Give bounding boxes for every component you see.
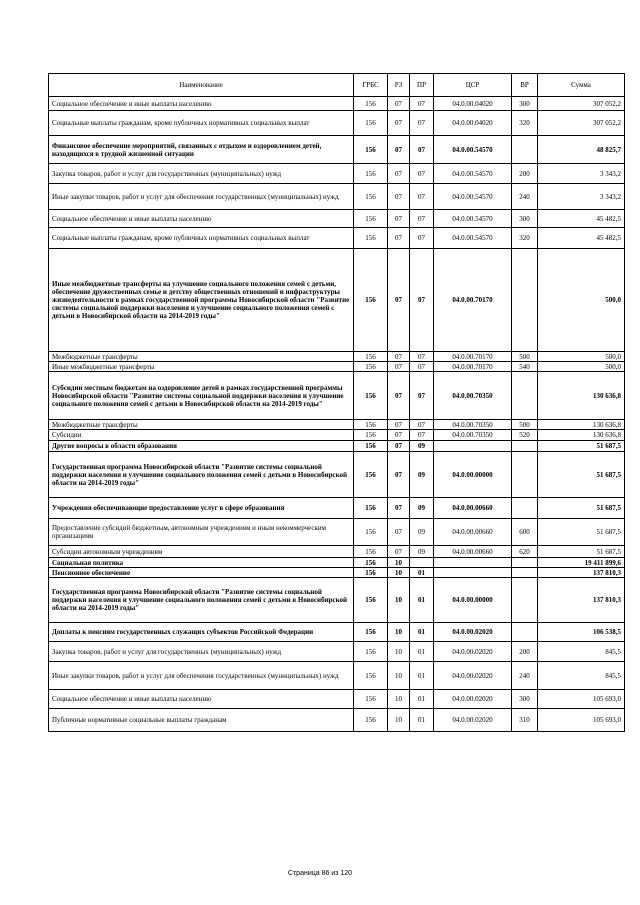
- cell-rz: 07: [388, 519, 410, 546]
- cell-pr: 07: [410, 430, 434, 441]
- cell-grbs: 156: [354, 372, 388, 420]
- cell-pr: 01: [410, 568, 434, 578]
- cell-vr: 300: [512, 690, 538, 709]
- cell-rz: 07: [388, 420, 410, 430]
- cell-grbs: 156: [354, 690, 388, 709]
- cell-grbs: 156: [354, 452, 388, 498]
- table-row: [49, 623, 625, 642]
- cell-csr: 04.0.00.70350: [434, 372, 512, 420]
- cell-vr: [512, 558, 538, 568]
- cell-vr: [512, 441, 538, 452]
- cell-sum: 51 687,5: [538, 441, 625, 452]
- cell-rz: 07: [388, 228, 410, 249]
- cell-name: Пенсионное обеспечение: [49, 568, 354, 578]
- cell-vr: 310: [512, 709, 538, 732]
- cell-sum: 48 825,7: [538, 136, 625, 164]
- cell-rz: 10: [388, 623, 410, 642]
- cell-vr: 320: [512, 111, 538, 136]
- cell-rz: 07: [388, 362, 410, 372]
- cell-pr: 07: [410, 184, 434, 210]
- cell-rz: 10: [388, 662, 410, 690]
- cell-name: Межбюджетные трансферты: [49, 352, 354, 362]
- cell-name: Субсидии автономным учреждениям: [49, 546, 354, 558]
- cell-pr: 07: [410, 352, 434, 362]
- cell-pr: 07: [410, 420, 434, 430]
- cell-name: Доплаты к пенсиям государственных служащих субъектов Российской Федерации: [49, 623, 354, 642]
- cell-pr: 09: [410, 519, 434, 546]
- cell-pr: 09: [410, 452, 434, 498]
- budget-table: [48, 73, 625, 732]
- cell-vr: 500: [512, 420, 538, 430]
- cell-pr: 07: [410, 136, 434, 164]
- cell-csr: 04.0.00.00000: [434, 452, 512, 498]
- cell-grbs: 156: [354, 249, 388, 352]
- cell-name: Социальные выплаты гражданам, кроме публичных нормативных социальных выплат: [49, 228, 354, 249]
- cell-rz: 07: [388, 441, 410, 452]
- table-row: [49, 164, 625, 184]
- cell-name: Публичные нормативные социальные выплаты гражданам: [49, 709, 354, 732]
- cell-name: Государственная программа Новосибирской области "Развитие системы социальной поддержки населения и улучшение социального положения семей с детьми в Новосибирской области на 2014-2019 годы": [49, 452, 354, 498]
- cell-sum: 130 636,8: [538, 430, 625, 441]
- cell-rz: 07: [388, 97, 410, 111]
- cell-rz: 10: [388, 690, 410, 709]
- table-row: [49, 372, 625, 420]
- cell-csr: 04.0.00.54570: [434, 228, 512, 249]
- table-row: [49, 420, 625, 430]
- cell-vr: 520: [512, 430, 538, 441]
- cell-vr: [512, 136, 538, 164]
- cell-csr: 04.0.00.02020: [434, 662, 512, 690]
- table-row: [49, 519, 625, 546]
- cell-vr: [512, 372, 538, 420]
- cell-pr: 01: [410, 578, 434, 623]
- cell-grbs: 156: [354, 352, 388, 362]
- cell-sum: 45 482,5: [538, 228, 625, 249]
- table-body: [49, 97, 625, 732]
- cell-pr: 01: [410, 709, 434, 732]
- cell-name: Другие вопросы в области образования: [49, 441, 354, 452]
- cell-csr: 04.0.00.02020: [434, 642, 512, 662]
- cell-pr: [410, 558, 434, 568]
- cell-name: Учреждения обеспечивающие предоставление услуг в сфере образования: [49, 498, 354, 519]
- cell-vr: [512, 568, 538, 578]
- cell-pr: 07: [410, 164, 434, 184]
- cell-rz: 07: [388, 372, 410, 420]
- cell-csr: 04.0.00.54570: [434, 136, 512, 164]
- header-sum: Сумма: [538, 74, 625, 97]
- cell-vr: [512, 498, 538, 519]
- header-name: Наименование: [49, 74, 354, 97]
- cell-csr: 04.0.00.00660: [434, 546, 512, 558]
- cell-sum: 137 810,3: [538, 568, 625, 578]
- cell-sum: 845,5: [538, 642, 625, 662]
- cell-csr: 04.0.00.70170: [434, 249, 512, 352]
- table-row: [49, 546, 625, 558]
- cell-rz: 07: [388, 210, 410, 228]
- cell-sum: 51 687,5: [538, 452, 625, 498]
- cell-sum: 500,0: [538, 352, 625, 362]
- table-row: [49, 362, 625, 372]
- cell-sum: 845,5: [538, 662, 625, 690]
- cell-sum: 51 687,5: [538, 519, 625, 546]
- cell-sum: 51 687,5: [538, 546, 625, 558]
- cell-csr: 04.0.00.00660: [434, 519, 512, 546]
- cell-vr: 620: [512, 546, 538, 558]
- cell-rz: 10: [388, 568, 410, 578]
- cell-pr: 07: [410, 97, 434, 111]
- header-pr: ПР: [410, 74, 434, 97]
- table-row: [49, 709, 625, 732]
- cell-rz: 07: [388, 546, 410, 558]
- cell-vr: 200: [512, 164, 538, 184]
- table-row: [49, 249, 625, 352]
- cell-name: Субсидии местным бюджетам на оздоровление детей в рамках государственной программы Новосибирской области "Развитие системы социальной поддержки населения и улучшение социального положения семей с детьми в Новосибирской области на 2014-2019 годы": [49, 372, 354, 420]
- cell-vr: [512, 249, 538, 352]
- cell-csr: 04.0.00.70350: [434, 420, 512, 430]
- cell-grbs: 156: [354, 519, 388, 546]
- cell-vr: [512, 578, 538, 623]
- cell-grbs: 156: [354, 97, 388, 111]
- cell-grbs: 156: [354, 111, 388, 136]
- cell-pr: 01: [410, 662, 434, 690]
- cell-sum: 19 411 899,6: [538, 558, 625, 568]
- cell-csr: [434, 441, 512, 452]
- cell-name: Предоставление субсидий бюджетным, автономным учреждениям и иным некоммерческим организациям: [49, 519, 354, 546]
- cell-sum: 500,0: [538, 362, 625, 372]
- cell-grbs: 156: [354, 568, 388, 578]
- table-row: [49, 184, 625, 210]
- cell-grbs: 156: [354, 441, 388, 452]
- cell-name: Государственная программа Новосибирской области "Развитие системы социальной поддержки населения и улучшение социального положения семей с детьми в Новосибирской области на 2014-2019 годы": [49, 578, 354, 623]
- cell-sum: 130 636,8: [538, 372, 625, 420]
- cell-csr: [434, 568, 512, 578]
- cell-csr: 04.0.00.54570: [434, 210, 512, 228]
- cell-pr: 07: [410, 111, 434, 136]
- cell-sum: 307 052,2: [538, 97, 625, 111]
- cell-sum: 307 052,2: [538, 111, 625, 136]
- cell-grbs: 156: [354, 709, 388, 732]
- cell-pr: 07: [410, 372, 434, 420]
- cell-grbs: 156: [354, 164, 388, 184]
- header-rz: РЗ: [388, 74, 410, 97]
- table-row: [49, 690, 625, 709]
- table-header-row: [49, 74, 625, 97]
- cell-name: Социальное обеспечение и иные выплаты населению: [49, 97, 354, 111]
- cell-pr: 07: [410, 228, 434, 249]
- cell-grbs: 156: [354, 498, 388, 519]
- cell-vr: 600: [512, 519, 538, 546]
- cell-rz: 07: [388, 164, 410, 184]
- cell-pr: 01: [410, 642, 434, 662]
- cell-pr: 09: [410, 441, 434, 452]
- cell-pr: 01: [410, 623, 434, 642]
- cell-name: Социальная политика: [49, 558, 354, 568]
- cell-vr: 240: [512, 662, 538, 690]
- cell-pr: 01: [410, 690, 434, 709]
- cell-rz: 07: [388, 452, 410, 498]
- cell-rz: 07: [388, 498, 410, 519]
- cell-rz: 07: [388, 352, 410, 362]
- table-row: [49, 352, 625, 362]
- cell-grbs: 156: [354, 642, 388, 662]
- cell-name: Социальное обеспечение и иные выплаты населению: [49, 210, 354, 228]
- cell-grbs: 156: [354, 578, 388, 623]
- cell-rz: 10: [388, 642, 410, 662]
- cell-vr: 240: [512, 184, 538, 210]
- cell-pr: 09: [410, 546, 434, 558]
- cell-pr: 09: [410, 498, 434, 519]
- cell-name: Иные закупки товаров, работ и услуг для обеспечения государственных (муниципальных) нужд: [49, 662, 354, 690]
- cell-csr: 04.0.00.02020: [434, 623, 512, 642]
- table-row: [49, 111, 625, 136]
- table-row: [49, 662, 625, 690]
- cell-csr: 04.0.00.70350: [434, 430, 512, 441]
- cell-grbs: 156: [354, 623, 388, 642]
- cell-csr: 04.0.00.00000: [434, 578, 512, 623]
- cell-csr: [434, 558, 512, 568]
- table-row: [49, 441, 625, 452]
- cell-name: Финансовое обеспечение мероприятий, связанных с отдыхом и оздоровлением детей, находящихся в трудной жизненной ситуации: [49, 136, 354, 164]
- cell-rz: 07: [388, 111, 410, 136]
- table-row: [49, 498, 625, 519]
- cell-grbs: 156: [354, 184, 388, 210]
- table-row: [49, 430, 625, 441]
- cell-csr: 04.0.00.04020: [434, 111, 512, 136]
- table-row: [49, 210, 625, 228]
- cell-grbs: 156: [354, 210, 388, 228]
- cell-rz: 10: [388, 578, 410, 623]
- page-footer: Страница 86 из 120: [287, 870, 353, 877]
- cell-grbs: 156: [354, 228, 388, 249]
- cell-sum: 500,0: [538, 249, 625, 352]
- cell-csr: 04.0.00.02020: [434, 690, 512, 709]
- cell-rz: 07: [388, 249, 410, 352]
- table-row: [49, 136, 625, 164]
- cell-rz: 10: [388, 558, 410, 568]
- cell-vr: [512, 452, 538, 498]
- cell-name: Закупка товаров, работ и услуг для государственных (муниципальных) нужд: [49, 642, 354, 662]
- cell-sum: 51 687,5: [538, 498, 625, 519]
- header-grbs: ГРБС: [354, 74, 388, 97]
- cell-grbs: 156: [354, 420, 388, 430]
- cell-grbs: 156: [354, 662, 388, 690]
- cell-sum: 105 693,0: [538, 709, 625, 732]
- cell-csr: 04.0.00.02020: [434, 709, 512, 732]
- cell-sum: 106 538,5: [538, 623, 625, 642]
- cell-vr: 200: [512, 642, 538, 662]
- cell-csr: 04.0.00.04020: [434, 97, 512, 111]
- cell-sum: 45 482,5: [538, 210, 625, 228]
- cell-rz: 07: [388, 430, 410, 441]
- cell-vr: [512, 623, 538, 642]
- table-row: [49, 578, 625, 623]
- table-row: [49, 642, 625, 662]
- cell-name: Социальные выплаты гражданам, кроме публичных нормативных социальных выплат: [49, 111, 354, 136]
- cell-rz: 07: [388, 136, 410, 164]
- cell-grbs: 156: [354, 546, 388, 558]
- cell-rz: 10: [388, 709, 410, 732]
- cell-name: Социальное обеспечение и иные выплаты населению: [49, 690, 354, 709]
- table-row: [49, 228, 625, 249]
- cell-csr: 04.0.00.54570: [434, 184, 512, 210]
- cell-name: Иные межбюджетные трансферты на улучшение социального положения семей с детьми, обеспечение дружественных семье и детству общественных отношений и инфраструктуры жизнедеятельности в рамках государственной программы Новосибирской области "Развитие системы социальной поддержки населения и улучшение социального положения семей с детьми в Новосибирской области на 2014-2019 годы": [49, 249, 354, 352]
- cell-csr: 04.0.00.70170: [434, 362, 512, 372]
- cell-csr: 04.0.00.00660: [434, 498, 512, 519]
- cell-vr: 300: [512, 97, 538, 111]
- cell-vr: 300: [512, 210, 538, 228]
- header-csr: ЦСР: [434, 74, 512, 97]
- cell-name: Субсидии: [49, 430, 354, 441]
- cell-name: Межбюджетные трансферты: [49, 420, 354, 430]
- cell-grbs: 156: [354, 558, 388, 568]
- cell-rz: 07: [388, 184, 410, 210]
- cell-sum: 3 343,2: [538, 184, 625, 210]
- cell-name: Закупка товаров, работ и услуг для государственных (муниципальных) нужд: [49, 164, 354, 184]
- cell-sum: 105 693,0: [538, 690, 625, 709]
- table-row: [49, 558, 625, 568]
- cell-pr: 07: [410, 362, 434, 372]
- cell-sum: 137 810,3: [538, 578, 625, 623]
- cell-csr: 04.0.00.54570: [434, 164, 512, 184]
- table-row: [49, 568, 625, 578]
- cell-sum: 3 343,2: [538, 164, 625, 184]
- cell-sum: 130 636,8: [538, 420, 625, 430]
- cell-grbs: 156: [354, 430, 388, 441]
- cell-vr: 320: [512, 228, 538, 249]
- cell-name: Иные межбюджетные трансферты: [49, 362, 354, 372]
- cell-csr: 04.0.00.70170: [434, 352, 512, 362]
- header-vr: ВР: [512, 74, 538, 97]
- cell-vr: 500: [512, 352, 538, 362]
- cell-vr: 540: [512, 362, 538, 372]
- cell-grbs: 156: [354, 136, 388, 164]
- table-row: [49, 97, 625, 111]
- cell-name: Иные закупки товаров, работ и услуг для обеспечения государственных (муниципальных) нужд: [49, 184, 354, 210]
- cell-pr: 07: [410, 210, 434, 228]
- cell-pr: 07: [410, 249, 434, 352]
- cell-grbs: 156: [354, 362, 388, 372]
- table-row: [49, 452, 625, 498]
